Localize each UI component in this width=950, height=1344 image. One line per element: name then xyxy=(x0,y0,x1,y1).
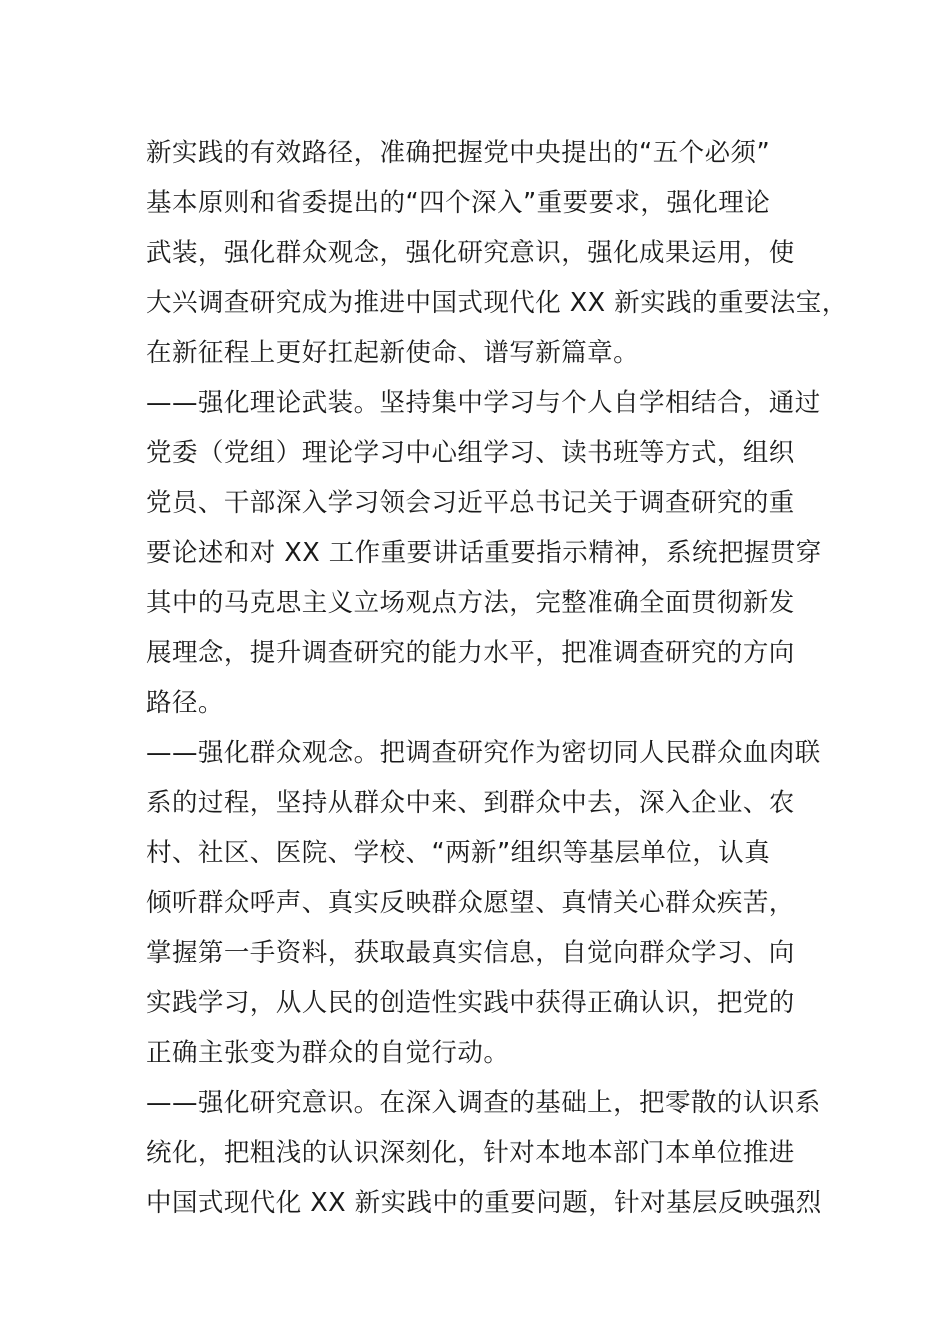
text-line: ——强化群众观念。把调查研究作为密切同人民群众血肉联 xyxy=(146,738,821,768)
text-line: 大兴调查研究成为推进中国式现代化 XX 新实践的重要法宝， xyxy=(146,288,848,318)
text-line: 路径。 xyxy=(146,688,224,718)
text-line: 正确主张变为群众的自觉行动。 xyxy=(146,1038,510,1068)
text-line: 党员、干部深入学习领会习近平总书记关于调查研究的重 xyxy=(146,488,795,518)
text-line: 其中的马克思主义立场观点方法，完整准确全面贯彻新发 xyxy=(146,588,795,618)
text-line: 实践学习，从人民的创造性实践中获得正确认识，把党的 xyxy=(146,988,795,1018)
text-line: ——强化研究意识。在深入调查的基础上，把零散的认识系 xyxy=(146,1088,821,1118)
text-line: 村、社区、医院、学校、“两新”组织等基层单位，认真 xyxy=(146,838,771,868)
text-line: 要论述和对 XX 工作重要讲话重要指示精神，系统把握贯穿 xyxy=(146,538,822,568)
text-line: ——强化理论武装。坚持集中学习与个人自学相结合，通过 xyxy=(146,388,821,418)
text-line: 展理念，提升调查研究的能力水平，把准调查研究的方向 xyxy=(146,638,795,668)
body-text xyxy=(146,128,848,1228)
text-line: 中国式现代化 XX 新实践中的重要问题，针对基层反映强烈 xyxy=(146,1188,822,1218)
text-line: 党委（党组）理论学习中心组学习、读书班等方式，组织 xyxy=(146,438,795,468)
text-line: 武装，强化群众观念，强化研究意识，强化成果运用，使 xyxy=(146,238,795,268)
text-line: 基本原则和省委提出的“四个深入”重要要求，强化理论 xyxy=(146,188,771,218)
text-line: 系的过程，坚持从群众中来、到群众中去，深入企业、农 xyxy=(146,788,795,818)
text-line: 新实践的有效路径，准确把握党中央提出的“五个必须” xyxy=(146,138,771,168)
text-line: 掌握第一手资料，获取最真实信息，自觉向群众学习、向 xyxy=(146,938,795,968)
text-line: 统化，把粗浅的认识深刻化，针对本地本部门本单位推进 xyxy=(146,1138,795,1168)
text-line: 倾听群众呼声、真实反映群众愿望、真情关心群众疾苦， xyxy=(146,888,795,918)
text-line: 在新征程上更好扛起新使命、谱写新篇章。 xyxy=(146,338,640,368)
